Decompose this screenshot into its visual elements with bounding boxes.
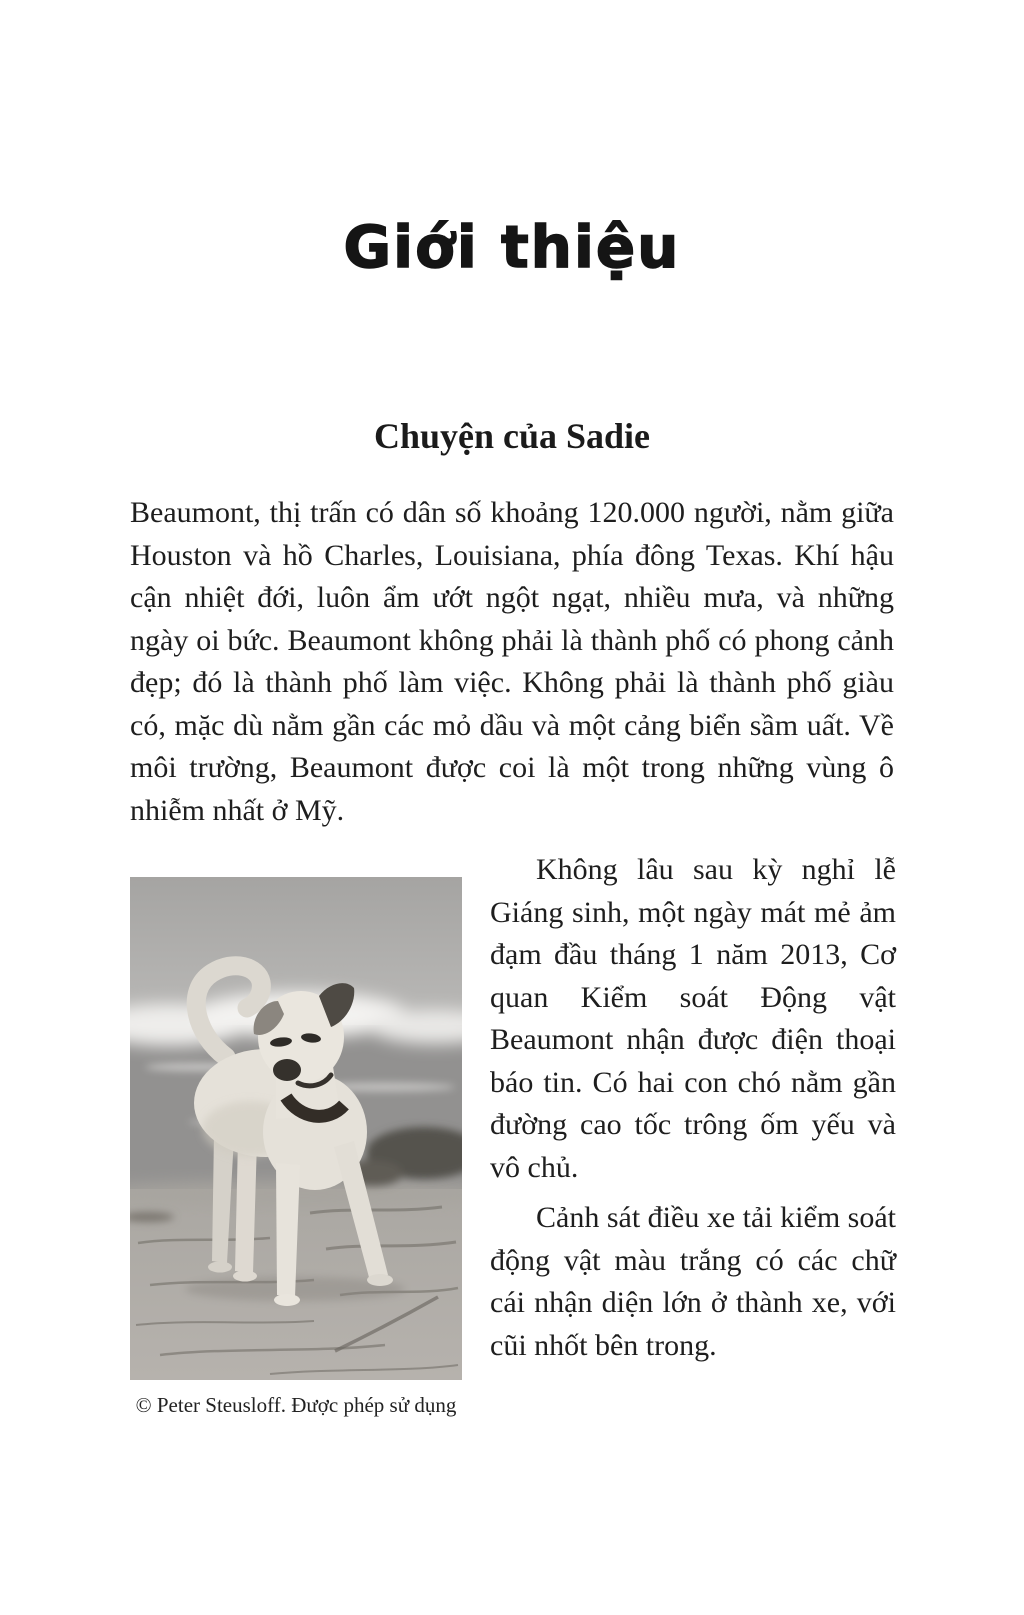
text-column [490,849,896,1367]
dog-nose [273,1059,301,1081]
dog-on-beach-photo [130,877,462,1380]
paragraph-animal-control: Không lâu sau kỳ nghỉ lễ Giáng sinh, một ngày mát mẻ ảm đạm đầu tháng 1 năm 2013, Cơ quan Kiểm soát Động vật Beaumont nhận được điện thoại báo tin. Có hai con chó nằm gần đường cao tốc trông ốm yếu và vô chủ. [490,853,896,1184]
paragraph-truck: Cảnh sát điều xe tải kiểm soát động vật màu trắng có các chữ cái nhận diện lớn ở thành xe, với cũi nhốt bên trong. [490,1201,896,1362]
dog-photo-figure [130,877,462,1418]
dog-on-beach-illustration [130,877,462,1380]
section-title: Chuyện của Sadie [373,416,651,456]
chapter-title: Giới thiệu [343,213,681,281]
photo-credit: © Peter Steusloff. Được phép sử dụng [135,1393,457,1417]
photo-text-row [130,849,896,1418]
paragraph-beaumont: Beaumont, thị trấn có dân số khoảng 120.000 người, nằm giữa Houston và hồ Charles, Louisiana, phía đông Texas. Khí hậu cận nhiệt đới, luôn ẩm ướt ngột ngạt, nhiều mưa, và những ngày oi bức. Beaumont không phải là thành phố có phong cảnh đẹp; đó là thành phố làm việc. Không phải là thành phố giàu có, mặc dù nằm gần các mỏ dầu và một cảng biển sầm uất. Về môi trường, Beaumont được coi là một trong những vùng ô nhiễm nhất ở Mỹ. [130,496,894,827]
